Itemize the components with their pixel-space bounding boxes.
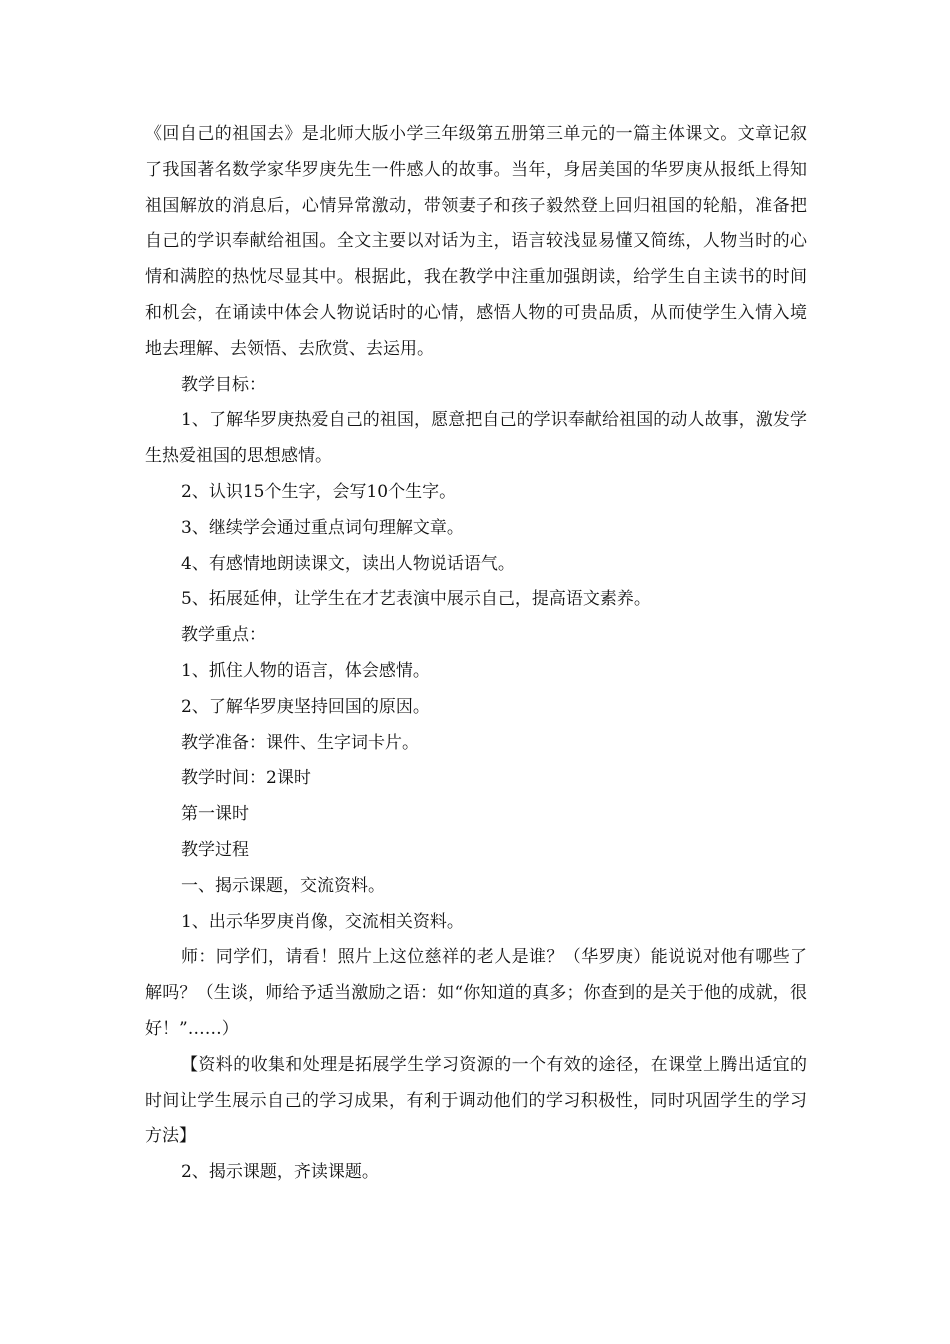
teaching-preparation: 教学准备：课件、生字词卡片。 (181, 732, 419, 753)
goal-item-5: 5、拓展延伸，让学生在才艺表演中展示自己，提高语文素养。 (181, 589, 651, 610)
teacher-dialogue: 师：同学们，请看！照片上这位慈祥的老人是谁？（华罗庚）能说说对他有哪些了解吗？（生谈，师给予适当激励之语：如“你知道的真多；你查到的是关于他的成就，很好！”……） (145, 947, 807, 1039)
goal-item-3: 3、继续学会通过重点词句理解文章。 (181, 517, 464, 538)
teaching-time: 教学时间：2课时 (181, 768, 311, 789)
key-point-1: 1、抓住人物的语言，体会感情。 (181, 660, 430, 681)
commentary-note: 【资料的收集和处理是拓展学生学习资源的一个有效的途径，在课堂上腾出适宜的时间让学生展示自己的学习成果，有利于调动他们的学习积极性，同时巩固学生的学习方法】 (145, 1054, 807, 1147)
document-body (145, 117, 807, 1191)
goal-item-4: 4、有感情地朗读课文，读出人物说话语气。 (181, 553, 515, 574)
key-point-2: 2、了解华罗庚坚持回国的原因。 (181, 696, 430, 717)
goal-item-2: 2、认识15个生字，会写10个生字。 (181, 481, 457, 502)
goal-item-1: 1、了解华罗庚热爱自己的祖国，愿意把自己的学识奉献给祖国的动人故事，激发学生热爱祖国的思想感情。 (145, 410, 807, 467)
heading-key-points: 教学重点： (181, 625, 266, 646)
lesson-one-heading: 第一课时 (181, 804, 249, 825)
section-one-heading: 一、揭示课题，交流资料。 (181, 875, 385, 896)
heading-teaching-goals: 教学目标： (181, 374, 266, 395)
teaching-process-heading: 教学过程 (181, 839, 249, 860)
step-1: 1、出示华罗庚肖像，交流相关资料。 (181, 911, 464, 932)
paragraph-intro: 《回自己的祖国去》是北师大版小学三年级第五册第三单元的一篇主体课文。文章记叙了我国著名数学家华罗庚先生一件感人的故事。当年，身居美国的华罗庚从报纸上得知祖国解放的消息后，心情异常激动，带领妻子和孩子毅然登上回归祖国的轮船，准备把自己的学识奉献给祖国。全文主要以对话为主，语言较浅显易懂又简练，人物当时的心情和满腔的热忱尽显其中。根据此，我在教学中注重加强朗读，给学生自主读书的时间和机会，在诵读中体会人物说话时的心情，感悟人物的可贵品质，从而使学生入情入境地去理解、去领悟、去欣赏、去运用。 (145, 124, 807, 359)
step-2: 2、揭示课题，齐读课题。 (181, 1162, 379, 1183)
